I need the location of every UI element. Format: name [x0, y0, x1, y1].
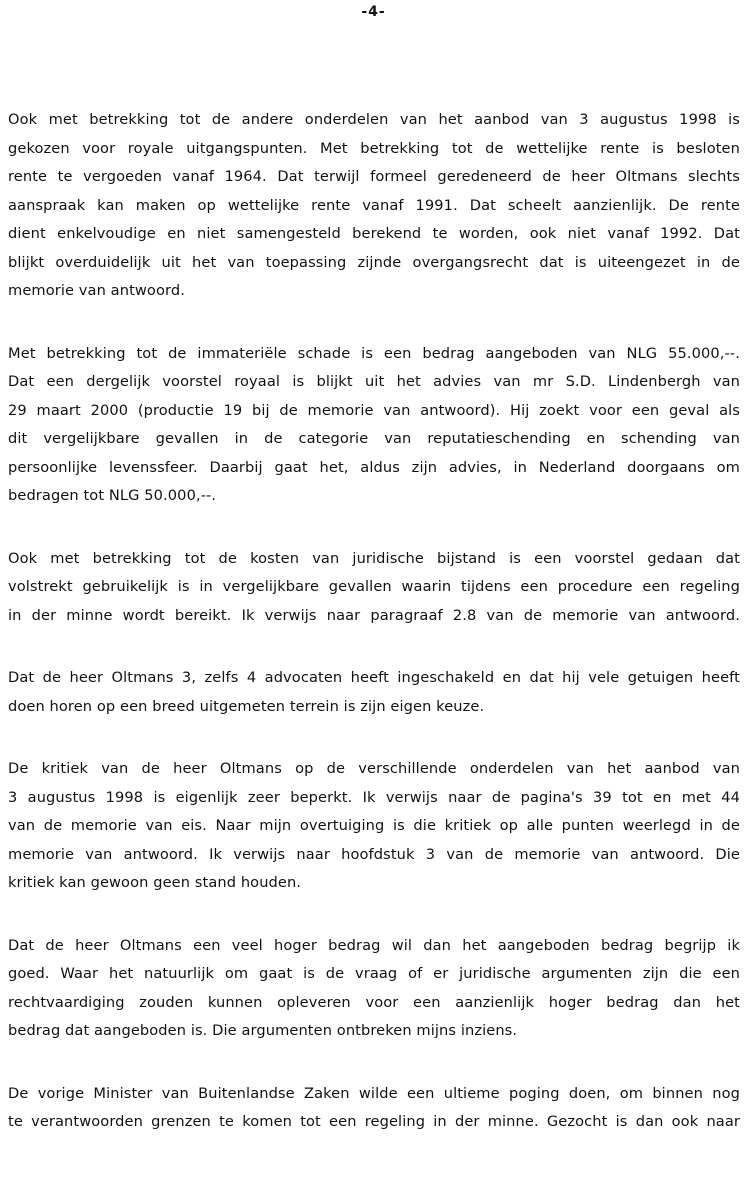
- body-text: [8, 106, 740, 1171]
- text-line: memorie van antwoord. Ik verwijs naar hoofdstuk 3 van de memorie van antwoord. Die: [8, 845, 740, 863]
- text-line: in der minne wordt bereikt. Ik verwijs naar paragraaf 2.8 van de memorie van antwoord.: [8, 606, 740, 624]
- text-line: Ook met betrekking tot de kosten van juridische bijstand is een voorstel gedaan dat: [8, 549, 740, 567]
- text-line: Dat de heer Oltmans een veel hoger bedrag wil dan het aangeboden bedrag begrijp ik: [8, 936, 740, 954]
- paragraph-6: [8, 932, 740, 1046]
- text-line: volstrekt gebruikelijk is in vergelijkbare gevallen waarin tijdens een procedure een regeling: [8, 578, 740, 595]
- text-line: rente te vergoeden vanaf 1964. Dat terwijl formeel geredeneerd de heer Oltmans slechts: [8, 168, 740, 185]
- text-line: dient enkelvoudige en niet samengesteld berekend te worden, ook niet vanaf 1992. Dat: [8, 225, 740, 242]
- text-line: rechtvaardiging zouden kunnen opleveren voor een aanzienlijk hoger bedrag dan het: [8, 993, 740, 1011]
- text-line: Dat een dergelijk voorstel royaal is blijkt uit het advies van mr S.D. Lindenbergh van: [8, 373, 740, 390]
- text-line: dit vergelijkbare gevallen in de categorie van reputatieschending en schending van: [8, 430, 740, 447]
- text-line: gekozen voor royale uitgangspunten. Met betrekking tot de wettelijke rente is besloten: [8, 139, 740, 157]
- text-line: Ook met betrekking tot de andere onderdelen van het aanbod van 3 augustus 1998 is: [8, 111, 740, 128]
- paragraph-2: [8, 340, 740, 511]
- text-line: 29 maart 2000 (productie 19 bij de memorie van antwoord). Hij zoekt voor een geval als: [8, 401, 740, 419]
- paragraph-5: [8, 755, 740, 898]
- text-line: bedragen tot NLG 50.000,--.: [8, 487, 217, 504]
- text-line: kritiek kan gewoon geen stand houden.: [8, 874, 302, 891]
- text-line: 3 augustus 1998 is eigenlijk zeer beperkt. Ik verwijs naar de pagina's 39 tot en met 44: [8, 788, 740, 806]
- page-number: -4-: [361, 4, 386, 20]
- paragraph-3: [8, 545, 740, 631]
- text-line: goed. Waar het natuurlijk om gaat is de vraag of er juridische argumenten zijn die een: [8, 965, 740, 982]
- text-line: bedrag dat aangeboden is. Die argumenten ontbreken mijns inziens.: [8, 1022, 518, 1039]
- text-line: blijkt overduidelijk uit het van toepassing zijnde overgangsrecht dat is uiteengezet in de: [8, 253, 740, 271]
- text-line: memorie van antwoord.: [8, 282, 185, 299]
- paragraph-1: [8, 106, 740, 306]
- text-line: De vorige Minister van Buitenlandse Zaken wilde een ultieme poging doen, om binnen nog: [8, 1084, 740, 1102]
- text-line: persoonlijke levenssfeer. Daarbij gaat het, aldus zijn advies, in Nederland doorgaans om: [8, 458, 740, 476]
- text-line: van de memorie van eis. Naar mijn overtuiging is die kritiek op alle punten weerlegd in de: [8, 817, 740, 834]
- text-line: aanspraak kan maken op wettelijke rente vanaf 1991. Dat scheelt aanzienlijk. De rente: [8, 196, 740, 214]
- text-line: De kritiek van de heer Oltmans op de verschillende onderdelen van het aanbod van: [8, 760, 740, 777]
- text-line: Met betrekking tot de immateriële schade is een bedrag aangeboden van NLG 55.000,--.: [8, 344, 740, 362]
- paragraph-4: [8, 664, 740, 721]
- paragraph-7: [8, 1080, 740, 1137]
- text-line: doen horen op een breed uitgemeten terrein is zijn eigen keuze.: [8, 697, 485, 715]
- text-line: Dat de heer Oltmans 3, zelfs 4 advocaten heeft ingeschakeld en dat hij vele getuigen heeft: [8, 669, 740, 686]
- text-line: te verantwoorden grenzen te komen tot een regeling in der minne. Gezocht is dan ook naar: [8, 1113, 740, 1130]
